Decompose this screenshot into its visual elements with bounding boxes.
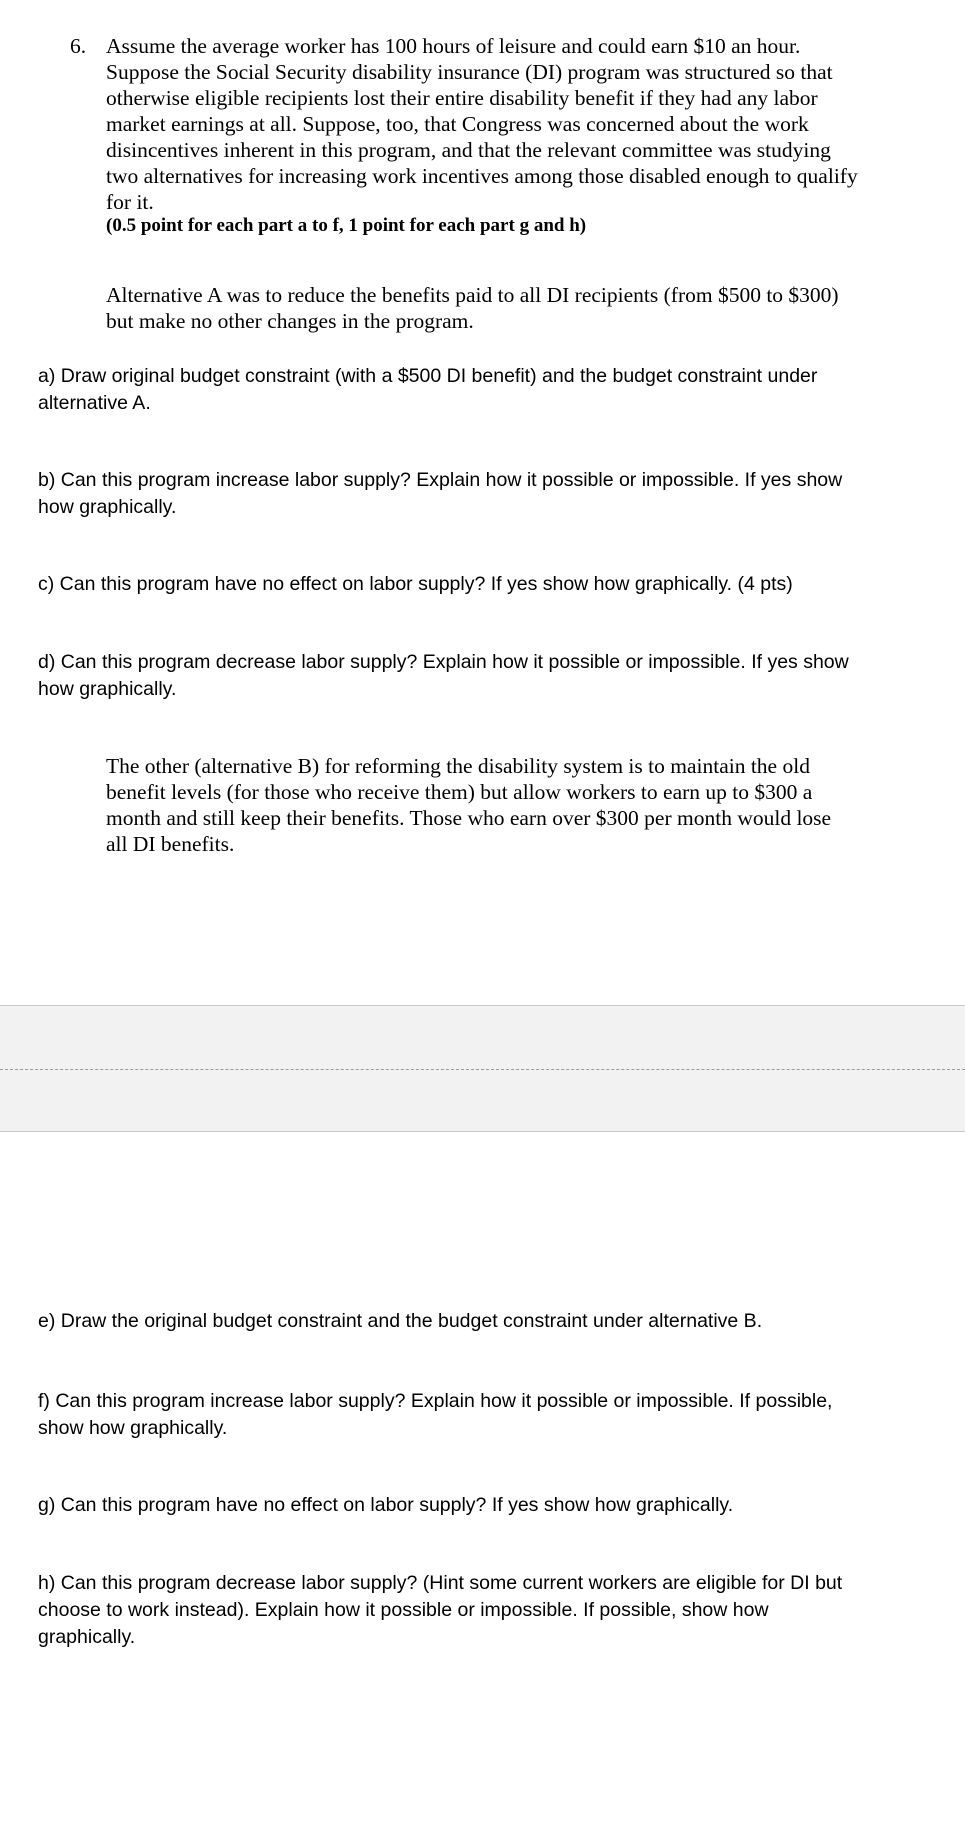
question-number: 6. xyxy=(70,34,87,58)
part-g: g) Can this program have no effect on labor supply? If yes show how graphically. xyxy=(38,1494,734,1516)
part-b: b) Can this program increase labor supply? Explain how it possible or impossible. If yes show how graphically. xyxy=(38,469,843,518)
part-c: c) Can this program have no effect on labor supply? If yes show how graphically. (4 pts) xyxy=(38,573,793,595)
page-break-dashed-line xyxy=(0,1069,965,1070)
points-note: (0.5 point for each part a to f, 1 point for each part g and h) xyxy=(106,215,587,236)
part-a: a) Draw original budget constraint (with a $500 DI benefit) and the budget constraint under alternative A. xyxy=(38,365,818,414)
part-d: d) Can this program decrease labor supply? Explain how it possible or impossible. If yes show how graphically. xyxy=(38,651,849,700)
part-e: e) Draw the original budget constraint and the budget constraint under alternative B. xyxy=(38,1310,763,1332)
question-body: Assume the average worker has 100 hours of leisure and could earn $10 an hour. Suppose the Social Security disability insurance (DI) program was structured so that otherwise eligible recipients lost their entire disability benefit if they had any labor market earnings at all. Suppose, too, that Congress was concerned about the work disincentives inherent in this program, and that the relevant committee was studying two alternatives for increasing work incentives among those disabled enough to qualify for it. xyxy=(106,34,858,214)
page-break xyxy=(0,1005,965,1132)
alternative-a-text: Alternative A was to reduce the benefits paid to all DI recipients (from $500 to $300) but make no other changes in the program. xyxy=(106,283,839,333)
alternative-b-text: The other (alternative B) for reforming the disability system is to maintain the old benefit levels (for those who receive them) but allow workers to earn up to $300 a month and still keep their benefits. Those who earn over $300 per month would lose all DI benefits. xyxy=(106,754,832,856)
part-f: f) Can this program increase labor supply? Explain how it possible or impossible. If possible, show how graphically. xyxy=(38,1390,833,1439)
part-h: h) Can this program decrease labor supply? (Hint some current workers are eligible for DI but choose to work instead). Explain how it possible or impossible. If possible, show how graphically. xyxy=(38,1572,843,1648)
